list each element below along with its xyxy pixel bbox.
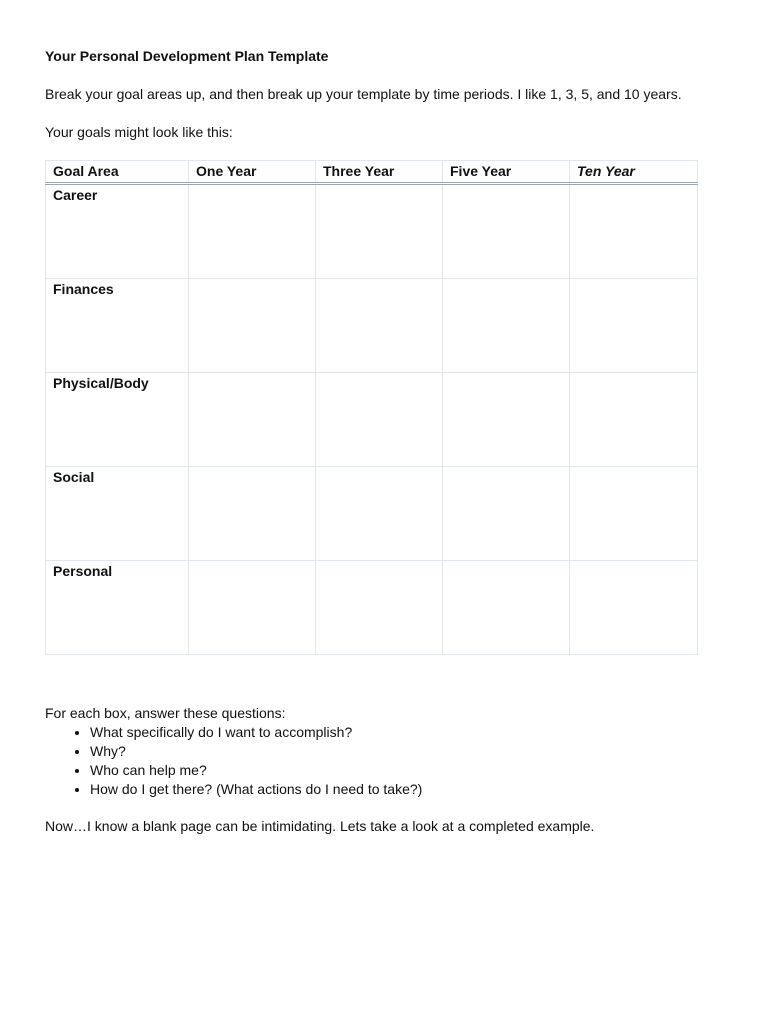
document-title: Your Personal Development Plan Template bbox=[45, 48, 329, 64]
table-row bbox=[46, 561, 698, 655]
goal-area-cell: Physical/Body bbox=[46, 373, 189, 467]
table-header-row bbox=[46, 161, 698, 184]
plan-cell[interactable] bbox=[316, 467, 443, 561]
header-ten-year: Ten Year bbox=[570, 161, 698, 184]
header-goal-area: Goal Area bbox=[46, 161, 189, 184]
goal-area-cell: Finances bbox=[46, 279, 189, 373]
questions-list bbox=[45, 723, 422, 799]
plan-table bbox=[45, 160, 698, 655]
plan-cell[interactable] bbox=[316, 279, 443, 373]
list-item: • How do I get there? (What actions do I need to take?) bbox=[90, 780, 422, 799]
plan-cell[interactable] bbox=[443, 279, 570, 373]
table-row bbox=[46, 467, 698, 561]
intro-text: Break your goal areas up, and then break up your template by time periods. I like 1, 3, 5, and 10 years. bbox=[45, 86, 682, 102]
plan-cell[interactable] bbox=[570, 279, 698, 373]
plan-cell[interactable] bbox=[189, 184, 316, 279]
plan-cell[interactable] bbox=[570, 561, 698, 655]
list-item: • Who can help me? bbox=[90, 761, 422, 780]
plan-cell[interactable] bbox=[189, 279, 316, 373]
plan-cell[interactable] bbox=[570, 184, 698, 279]
plan-cell[interactable] bbox=[570, 467, 698, 561]
plan-cell[interactable] bbox=[443, 561, 570, 655]
plan-cell[interactable] bbox=[443, 467, 570, 561]
closing-text: Now…I know a blank page can be intimidating. Lets take a look at a completed example. bbox=[45, 818, 595, 834]
goal-area-cell: Career bbox=[46, 184, 189, 279]
goal-area-cell: Personal bbox=[46, 561, 189, 655]
plan-cell[interactable] bbox=[316, 184, 443, 279]
table-row bbox=[46, 184, 698, 279]
plan-cell[interactable] bbox=[189, 467, 316, 561]
header-five-year: Five Year bbox=[443, 161, 570, 184]
table-row bbox=[46, 373, 698, 467]
header-three-year: Three Year bbox=[316, 161, 443, 184]
plan-cell[interactable] bbox=[189, 373, 316, 467]
list-item: • Why? bbox=[90, 742, 422, 761]
plan-cell[interactable] bbox=[570, 373, 698, 467]
goals-lead-text: Your goals might look like this: bbox=[45, 124, 233, 140]
list-item: • What specifically do I want to accomplish? bbox=[90, 723, 422, 742]
plan-cell[interactable] bbox=[316, 373, 443, 467]
table-row bbox=[46, 279, 698, 373]
plan-cell[interactable] bbox=[443, 373, 570, 467]
plan-cell[interactable] bbox=[316, 561, 443, 655]
header-one-year: One Year bbox=[189, 161, 316, 184]
goal-area-cell: Social bbox=[46, 467, 189, 561]
plan-cell[interactable] bbox=[443, 184, 570, 279]
questions-lead-text: For each box, answer these questions: bbox=[45, 705, 286, 721]
plan-cell[interactable] bbox=[189, 561, 316, 655]
questions-section bbox=[45, 704, 422, 799]
